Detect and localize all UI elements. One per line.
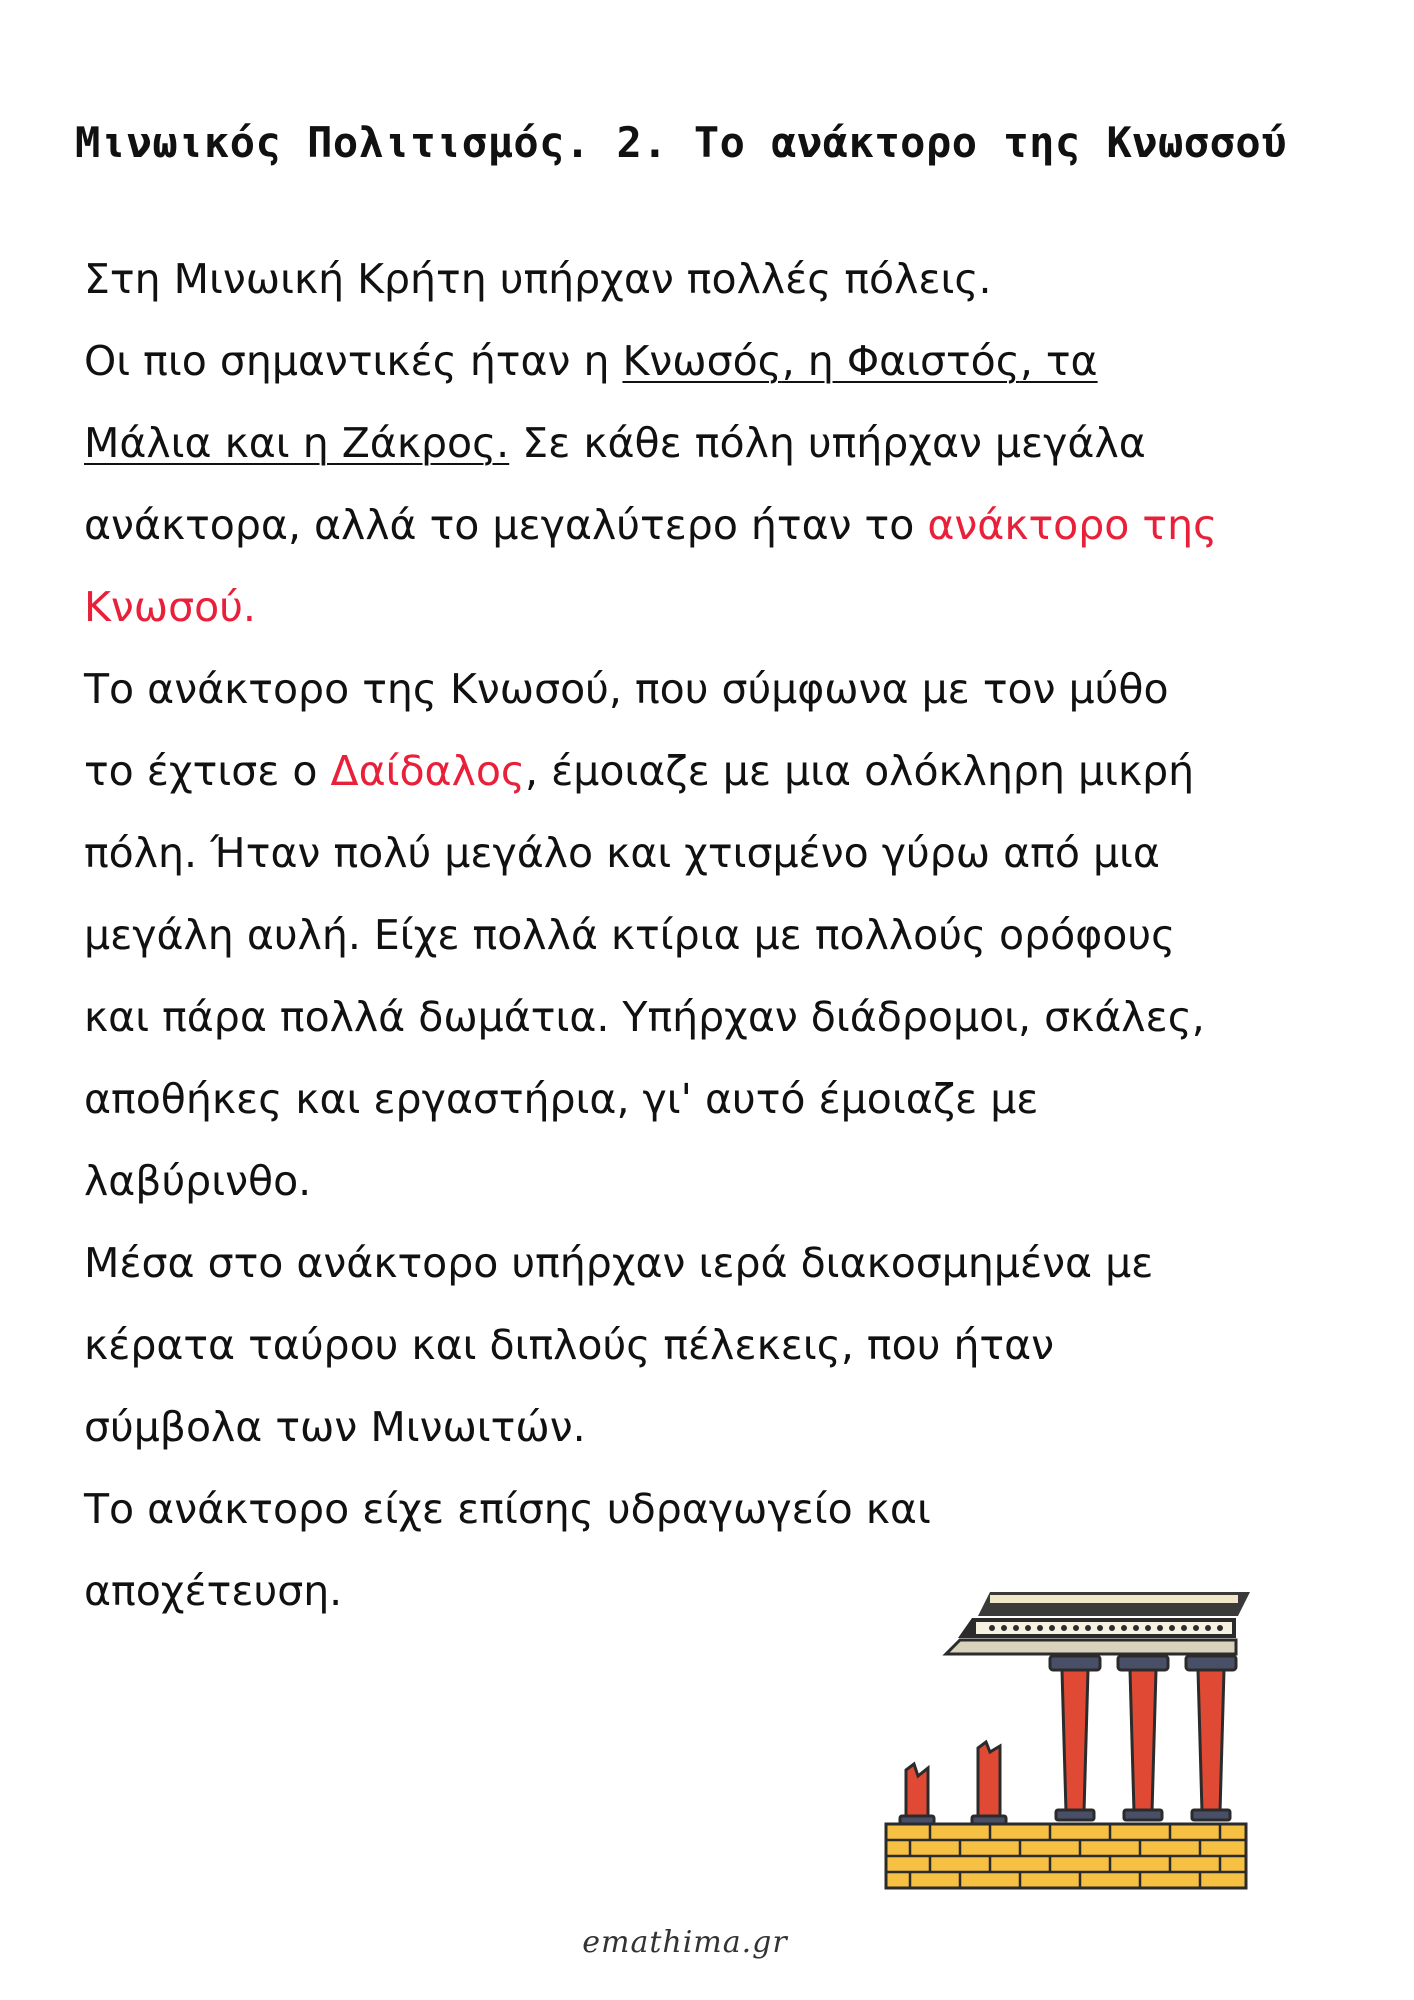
text-line: αποθήκες και εργαστήρια, γι' αυτό έμοιαζε με [84, 1075, 1039, 1123]
city-knossos: Κνωσός [622, 337, 782, 385]
text-line: Μέσα στο ανάκτορο υπήρχαν ιερά διακοσμημένα με [84, 1239, 1154, 1287]
text-line: Το ανάκτορο είχε επίσης υδραγωγείο και [84, 1485, 931, 1533]
text-line: Στη Μινωική Κρήτη υπήρχαν πολλές πόλεις. [84, 255, 992, 303]
text-line: Οι πιο σημαντικές ήταν η Κνωσός, η Φαιστός, τα [84, 337, 1098, 385]
page-title: Μινωικός Πολιτισμός. 2. Το ανάκτορο της Κνωσσού [75, 118, 1287, 167]
highlight-knossos: Κνωσού. [84, 583, 256, 631]
text-line: μεγάλη αυλή. Είχε πολλά κτίρια με πολλούς ορόφους [84, 911, 1176, 959]
text-line: Το ανάκτορο της Κνωσού, που σύμφωνα με τον μύθο [84, 665, 1169, 713]
knossos-palace-columns-icon [800, 1578, 1340, 1898]
body-text [84, 238, 1374, 1632]
text-line: σύμβολα των Μινωιτών. [84, 1403, 586, 1451]
text-line: και πάρα πολλά δωμάτια. Υπήρχαν διάδρομοι, σκάλες, [84, 993, 1205, 1041]
text-line: λαβύρινθο. [84, 1157, 312, 1205]
highlight-daidalos: Δαίδαλος [330, 747, 525, 795]
text-line: πόλη. Ήταν πολύ μεγάλο και χτισμένο γύρω από μια [84, 829, 1160, 877]
text-line [84, 566, 1374, 648]
city-phaistos: , η Φαιστός [781, 337, 1020, 385]
site-watermark: emathima.gr [582, 1925, 788, 1960]
text-line: το έχτισε ο Δαίδαλος, έμοιαζε με μια ολόκληρη μικρή [84, 747, 1195, 795]
text-line: Μάλια και η Ζάκρος. Σε κάθε πόλη υπήρχαν μεγάλα [84, 419, 1146, 467]
highlight-palace-knossos: ανάκτορο της [927, 501, 1218, 549]
text-line: κέρατα ταύρου και διπλούς πέλεκεις, που ήταν [84, 1321, 1055, 1369]
cities-malia-zakros: Μάλια και η Ζάκρος. [84, 419, 510, 467]
text-line: ανάκτορα, αλλά το μεγαλύτερο ήταν το ανάκτορο της [84, 501, 1218, 549]
text-line: αποχέτευση. [84, 1567, 343, 1615]
